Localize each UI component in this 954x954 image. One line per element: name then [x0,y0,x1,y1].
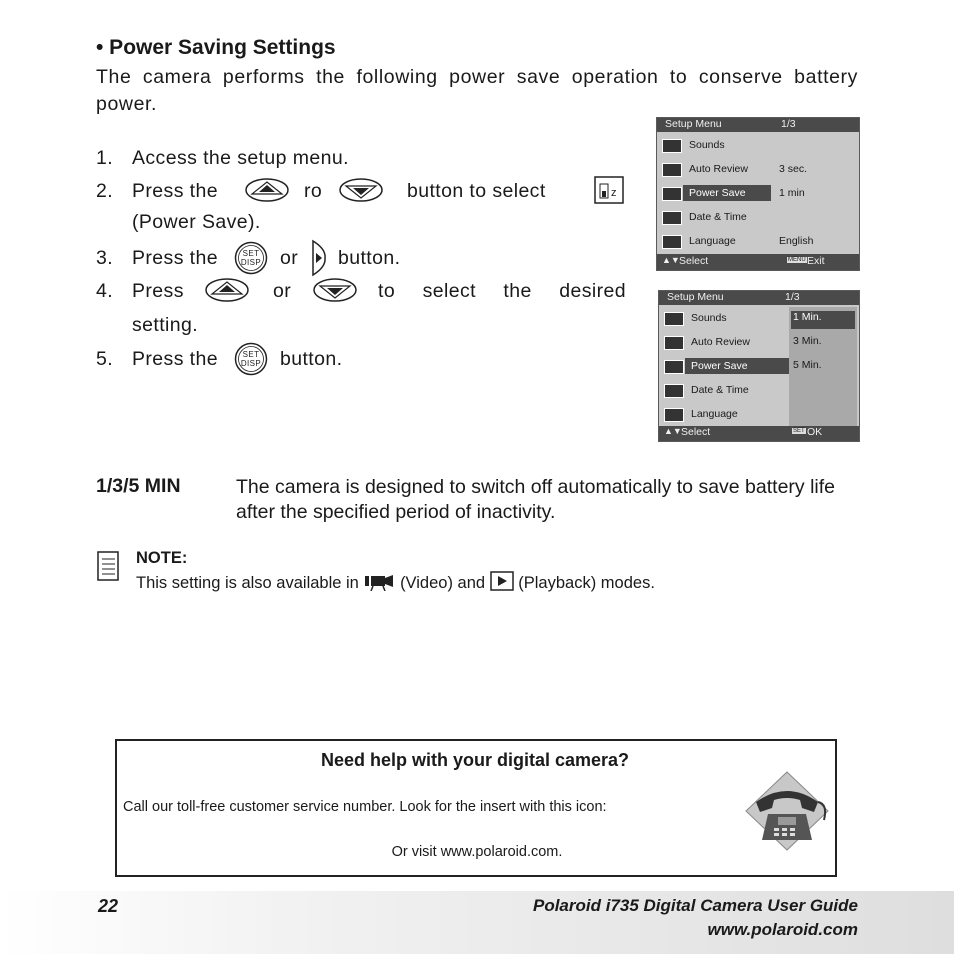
menu-label: Date & Time [689,211,747,223]
menu-label: Auto Review [689,163,748,175]
right-arrow-button-icon [310,239,328,277]
step-text: Press [132,280,184,302]
svg-text:z: z [611,187,617,199]
step-text: setting. [132,314,199,336]
power-save-icon [662,187,682,201]
video-mode-icon [363,573,395,591]
help-title: Need help with your digital camera? [320,750,630,770]
step-text: button. [338,247,401,269]
screen-footer-bar [657,254,859,270]
note-icon [97,551,119,581]
screen-title: Setup Menu [667,291,724,303]
menu-row-date-time [657,206,859,230]
footer-ok: OK [807,426,823,438]
screen-footer-bar [659,426,859,441]
screen-title-bar [659,291,859,305]
definition-term: 1/3/5 MIN [96,475,181,497]
note-title: NOTE: [136,549,188,567]
date-time-icon [664,384,684,398]
note-text [136,571,655,593]
step-2 [96,180,626,210]
note-text-a: This setting is also available in [136,574,359,592]
screen-page: 1/3 [781,118,796,130]
menu-row-power-save [657,182,859,206]
set-disp-button-icon [234,241,268,275]
menu-label: Language [691,408,738,420]
page-number: 22 [98,896,119,916]
svg-text:SET: SET [242,249,260,258]
menu-row-language [657,230,859,254]
help-call-text: Call our toll-free customer service number. Look for the insert with this icon: [123,799,607,815]
sounds-icon [662,139,682,153]
language-icon [664,408,684,422]
menu-row-language [659,403,789,427]
step-text: Access the setup menu. [132,147,349,169]
svg-text:DISP: DISP [240,258,262,267]
menu-label: Date & Time [691,384,749,396]
step-4 [96,280,626,310]
step-text: ro [304,180,323,202]
footer-select: Select [681,426,711,438]
step-text: or [273,280,292,302]
up-down-arrows-icon: ▲▼ [662,255,680,265]
website-link[interactable]: www.polaroid.com [707,920,858,939]
step-1 [96,147,626,177]
down-arrow-button-icon [312,277,358,303]
option-5-min: 5 Min. [793,359,822,371]
setup-menu-screen-2 [658,290,860,442]
auto-review-icon [664,336,684,350]
note-text-b: (Video) and [400,574,486,592]
menu-label: Sounds [691,312,727,324]
svg-text:DISP: DISP [240,359,262,368]
step-text: button to select [407,180,546,202]
menu-row-sounds [659,307,789,331]
step-number: 1. [96,147,114,169]
menu-label: Auto Review [691,336,750,348]
menu-label: Power Save [691,360,748,372]
step-2-continued [96,211,626,241]
power-save-icon [594,176,624,204]
step-3 [96,247,626,277]
step-text: or [280,247,299,269]
up-arrow-button-icon [204,277,250,303]
section-heading: • Power Saving Settings [96,36,336,59]
power-save-icon [664,360,684,374]
menu-row-power-save [659,355,789,379]
auto-review-icon [662,163,682,177]
step-text: to select the desired [378,280,626,302]
playback-mode-icon [490,571,514,591]
step-text: Press the [132,247,218,269]
set-button-label: SET [793,428,805,434]
help-visit-text: Or visit www.polaroid.com. [391,844,563,860]
menu-value: 1 min [779,187,805,199]
options-panel [789,307,857,426]
menu-button-label: MENU [788,257,806,263]
setup-menu-screen-1 [656,117,860,271]
step-text: Press the [132,348,218,370]
guide-title: Polaroid i735 Digital Camera User Guide [532,896,858,915]
option-3-min: 3 Min. [793,335,822,347]
menu-row-auto-review [659,331,789,355]
definition-text: The camera is designed to switch off automatically to save battery life after the specified period of inactivity. [236,476,836,523]
screen-title-bar [657,118,859,132]
menu-row-date-time [659,379,789,403]
menu-value: English [779,235,814,247]
step-number: 3. [96,247,114,269]
menu-label: Power Save [689,187,746,199]
menu-label: Language [689,235,736,247]
step-text: button. [280,348,343,370]
step-text: Press the [132,180,218,202]
up-down-arrows-icon: ▲▼ [664,426,682,436]
footer-select: Select [679,255,709,267]
language-icon [662,235,682,249]
step-number: 5. [96,348,114,370]
screen-title: Setup Menu [665,118,722,130]
step-number: 4. [96,280,114,302]
menu-label: Sounds [689,139,725,151]
note-text-c: (Playback) modes. [518,574,655,592]
date-time-icon [662,211,682,225]
option-1-min: 1 Min. [791,311,855,329]
step-4-continued [96,314,626,344]
step-5 [96,348,626,378]
set-disp-button-icon [234,342,268,376]
intro-paragraph: The camera performs the following power save operation to conserve battery power. [96,66,858,115]
menu-value: 3 sec. [779,163,808,175]
phone-icon [744,770,830,852]
menu-row-auto-review [657,158,859,182]
footer-exit: Exit [807,255,825,267]
menu-row-sounds [657,134,859,158]
sounds-icon [664,312,684,326]
step-number: 2. [96,180,114,202]
down-arrow-button-icon [338,177,384,203]
step-text: (Power Save). [132,211,261,233]
up-arrow-button-icon [244,177,290,203]
screen-page: 1/3 [785,291,800,303]
svg-text:SET: SET [242,350,260,359]
